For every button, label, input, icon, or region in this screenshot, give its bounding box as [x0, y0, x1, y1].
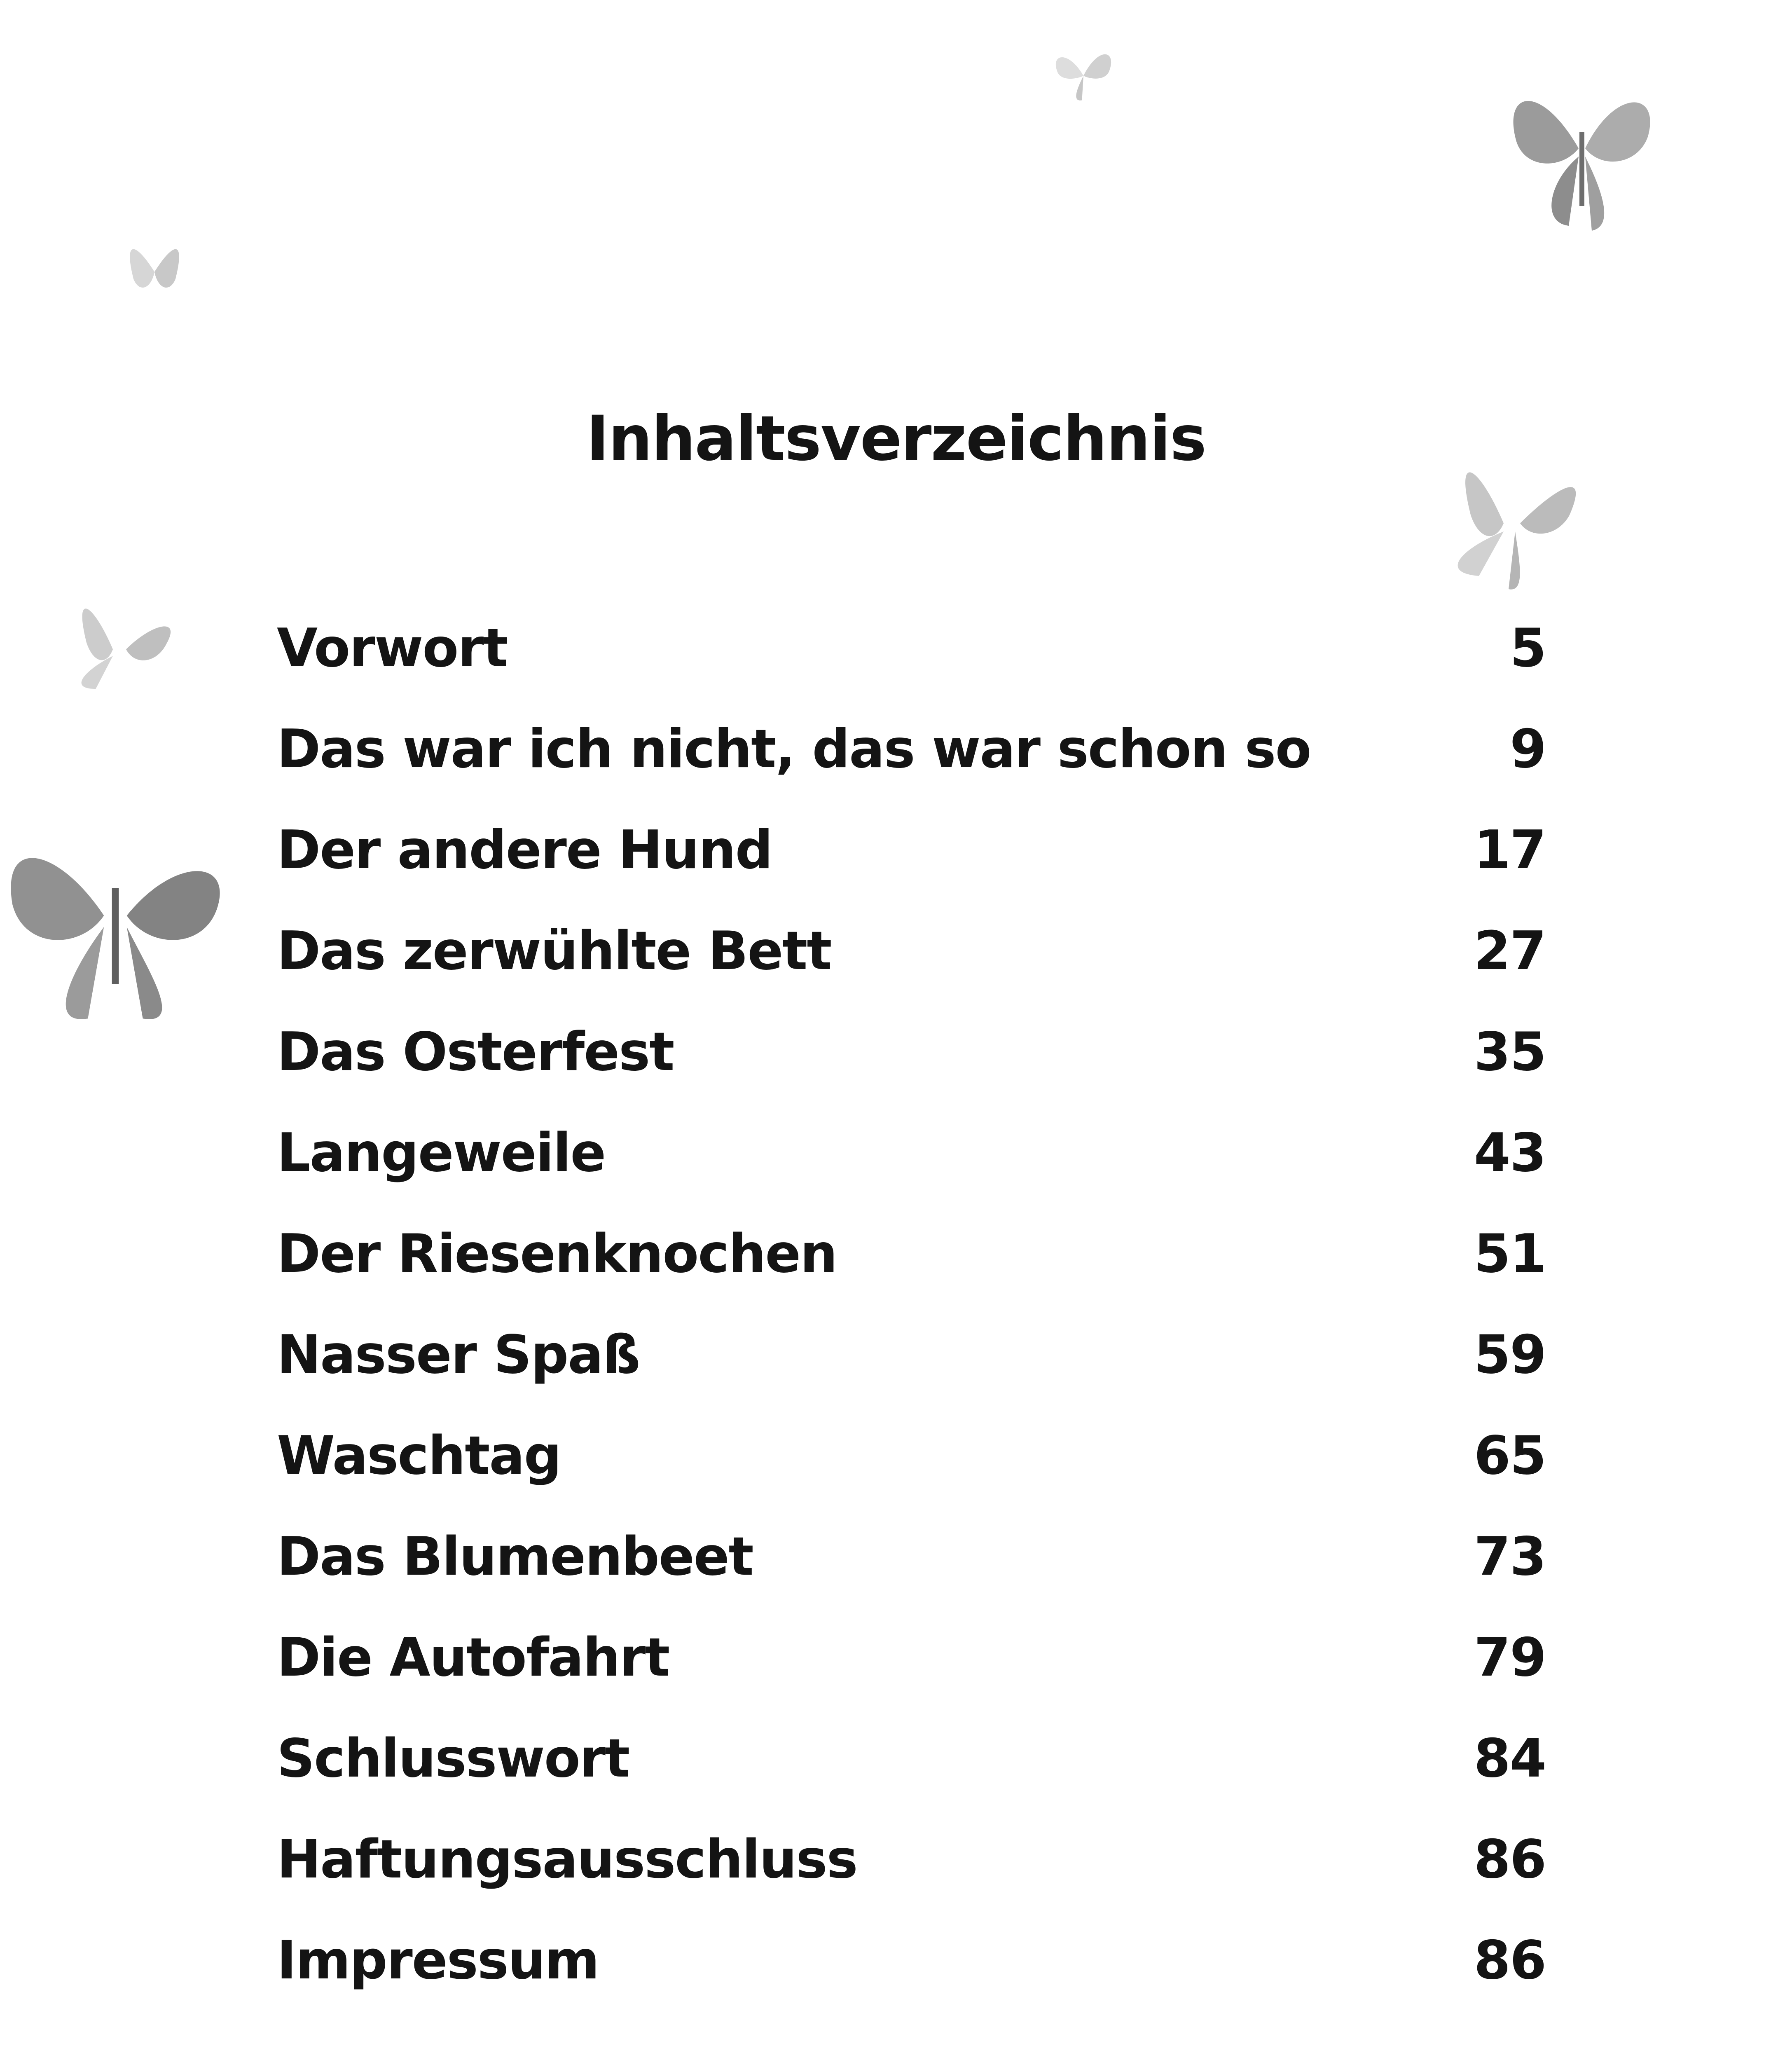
butterfly-icon	[54, 589, 185, 696]
toc-entry-title: Waschtag	[277, 1425, 561, 1486]
table-of-contents	[277, 618, 1546, 2035]
toc-entry-title: Das Blumenbeet	[277, 1526, 753, 1587]
toc-entry[interactable]	[277, 1021, 1546, 1127]
toc-entry[interactable]	[277, 719, 1546, 824]
toc-entry-title: Nasser Spaß	[277, 1324, 640, 1386]
toc-entry-page: 5	[1509, 618, 1546, 679]
toc-entry-title: Das war ich nicht, das war schon so	[277, 719, 1311, 780]
toc-entry[interactable]	[277, 819, 1546, 925]
toc-entry-page: 84	[1474, 1728, 1546, 1789]
toc-entry-title: Langeweile	[277, 1122, 606, 1184]
toc-entry[interactable]	[277, 1728, 1546, 1833]
toc-entry-page: 35	[1474, 1021, 1546, 1083]
toc-entry-title: Der andere Hund	[277, 819, 772, 881]
page-title: Inhaltsverzeichnis	[586, 403, 1206, 475]
toc-entry[interactable]	[277, 1324, 1546, 1430]
toc-entry-title: Das zerwühlte Bett	[277, 920, 831, 982]
butterfly-icon	[0, 824, 231, 1030]
toc-entry[interactable]	[277, 920, 1546, 1026]
toc-entry[interactable]	[277, 1425, 1546, 1531]
butterfly-icon	[119, 222, 189, 321]
toc-entry-title: Vorwort	[277, 618, 508, 679]
toc-entry-page: 17	[1474, 819, 1546, 881]
toc-entry-title: Die Autofahrt	[277, 1627, 669, 1688]
toc-entry-page: 43	[1474, 1122, 1546, 1184]
butterfly-icon	[1046, 33, 1121, 111]
toc-entry-page: 51	[1474, 1223, 1546, 1285]
toc-entry-title: Der Riesenknochen	[277, 1223, 837, 1285]
toc-entry-title: Impressum	[277, 1930, 599, 1991]
toc-entry-page: 59	[1474, 1324, 1546, 1386]
toc-entry-page: 86	[1474, 1829, 1546, 1890]
toc-entry[interactable]	[277, 1627, 1546, 1732]
toc-entry-page: 27	[1474, 920, 1546, 982]
toc-entry[interactable]	[277, 1930, 1546, 2035]
toc-entry-title: Schlusswort	[277, 1728, 629, 1789]
toc-entry[interactable]	[277, 1829, 1546, 1934]
toc-entry[interactable]	[277, 1122, 1546, 1228]
toc-entry-title: Haftungsausschluss	[277, 1829, 857, 1890]
butterfly-icon	[1500, 66, 1664, 247]
toc-entry-page: 86	[1474, 1930, 1546, 1991]
toc-entry-title: Das Osterfest	[277, 1021, 674, 1083]
toc-entry-page: 79	[1474, 1627, 1546, 1688]
toc-entry[interactable]	[277, 1223, 1546, 1329]
toc-entry[interactable]	[277, 618, 1546, 723]
toc-entry-page: 73	[1474, 1526, 1546, 1587]
toc-entry-page: 65	[1474, 1425, 1546, 1486]
toc-entry-page: 9	[1509, 719, 1546, 780]
toc-entry[interactable]	[277, 1526, 1546, 1632]
